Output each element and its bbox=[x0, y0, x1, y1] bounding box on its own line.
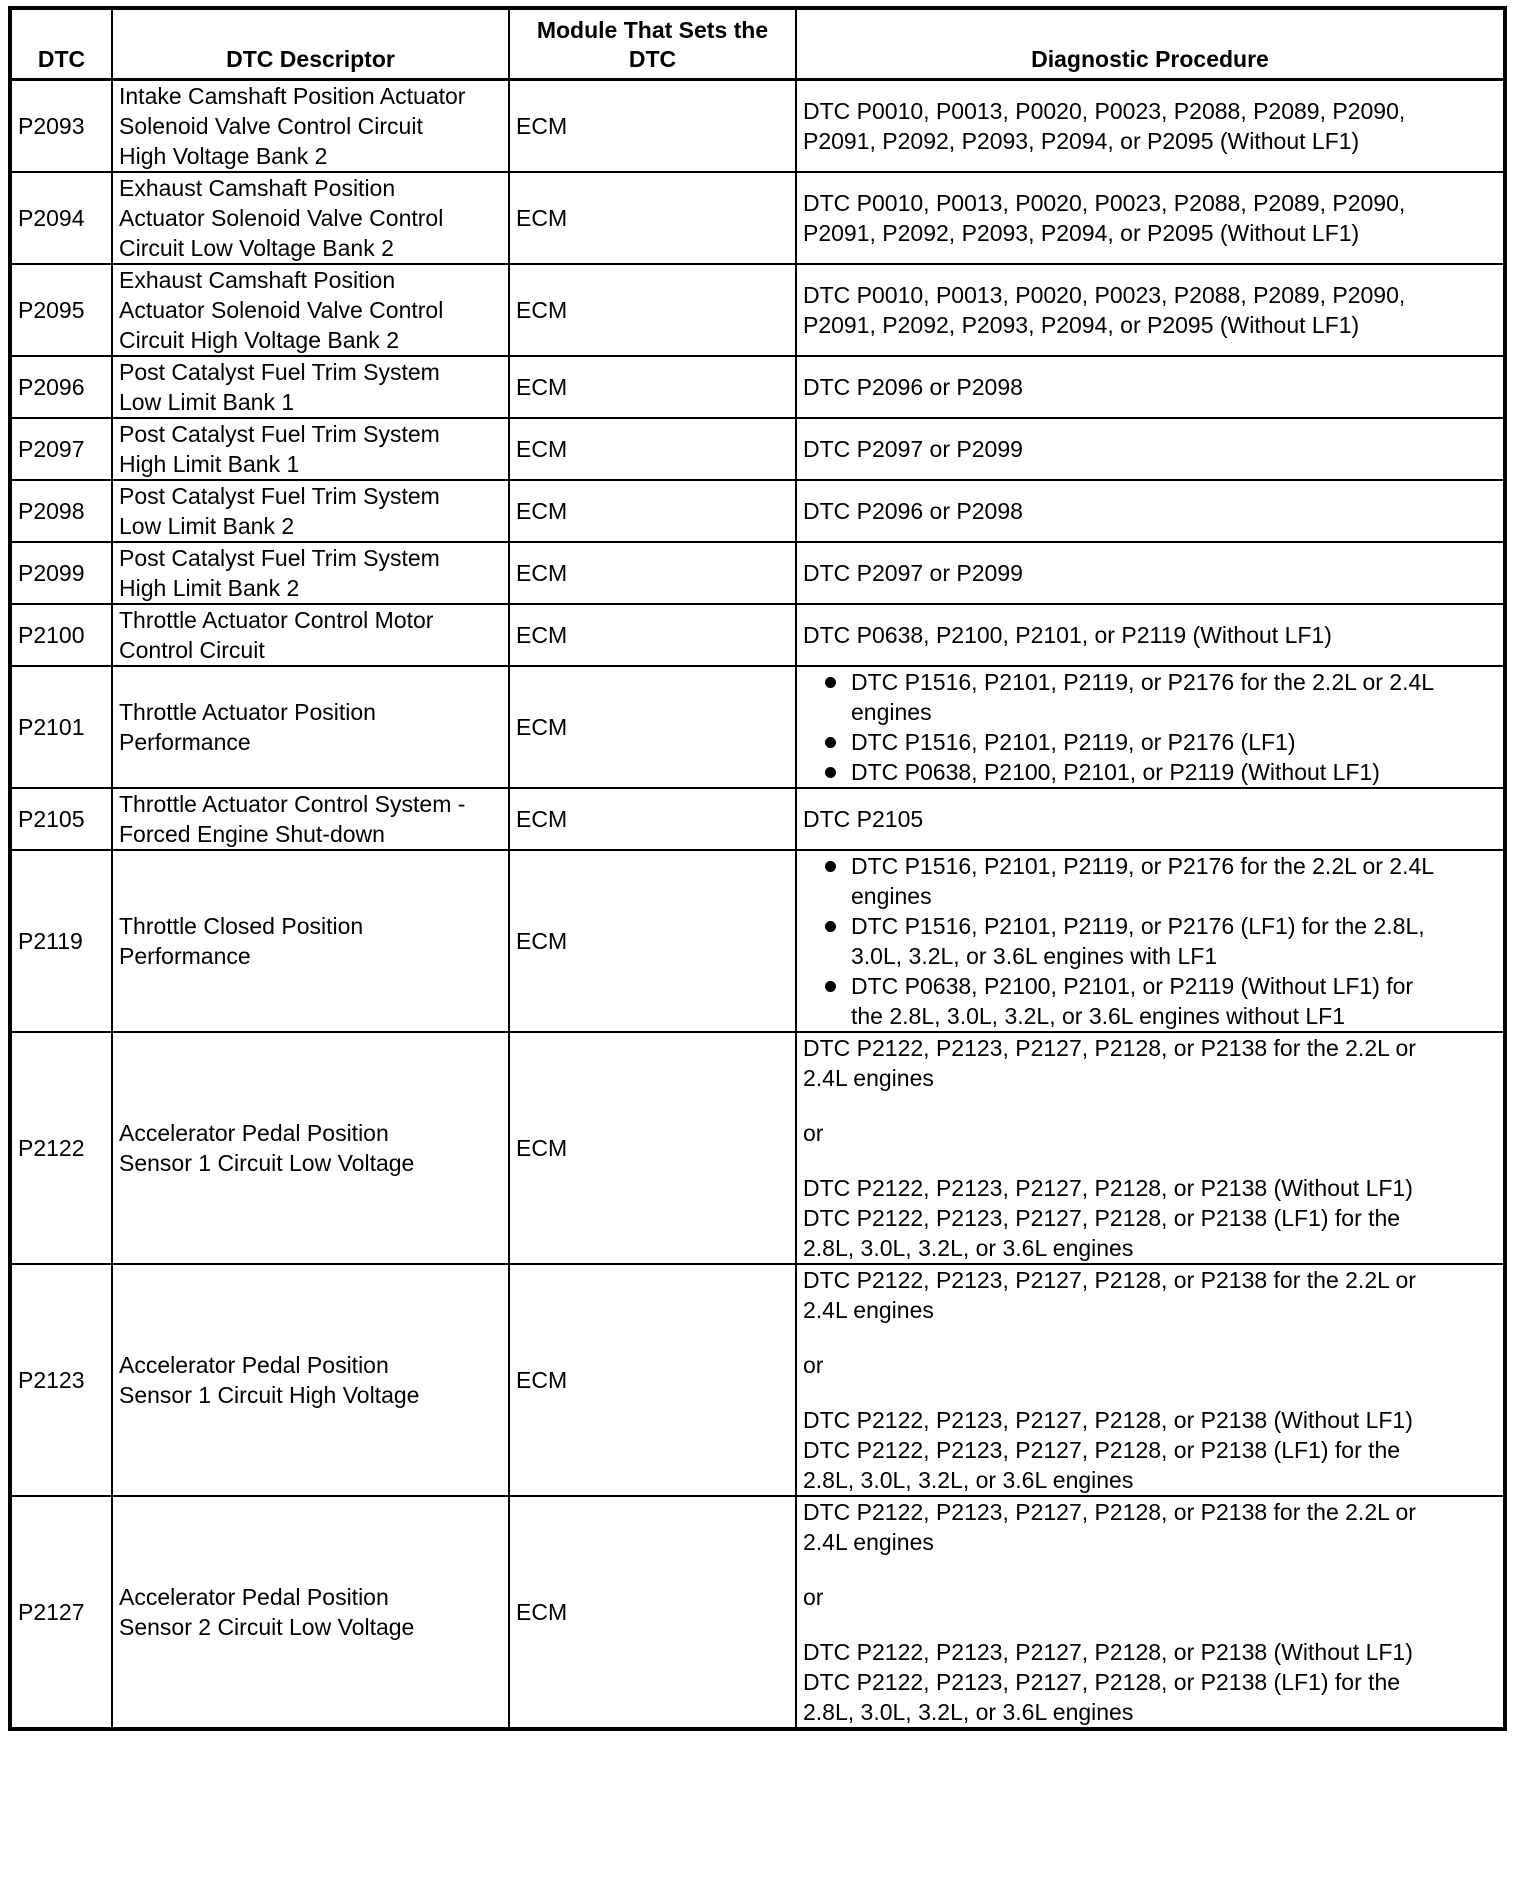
procedure-line: or bbox=[803, 1119, 824, 1146]
procedure-line: DTC P0638, P2100, P2101, or P2119 (Without LF1) for bbox=[851, 972, 1414, 999]
descriptor-line: Throttle Actuator Position bbox=[119, 698, 376, 725]
table-row bbox=[10, 79, 1505, 172]
bullet-icon bbox=[825, 737, 836, 748]
cell-module: ECM bbox=[509, 480, 796, 542]
bullet-icon bbox=[825, 767, 836, 778]
table-row bbox=[10, 356, 1505, 418]
descriptor-line: Post Catalyst Fuel Trim System bbox=[119, 544, 440, 571]
header-dtc: DTC bbox=[10, 8, 112, 79]
procedure-line: DTC P0010, P0013, P0020, P0023, P2088, P2089, P2090, bbox=[803, 189, 1406, 216]
procedure-bullet-item bbox=[825, 851, 1497, 911]
cell-dtc-code: P2101 bbox=[10, 666, 112, 788]
cell-descriptor bbox=[112, 666, 509, 788]
procedure-line: 2.4L engines bbox=[803, 1064, 934, 1091]
cell-procedure bbox=[796, 542, 1505, 604]
procedure-line: DTC P2122, P2123, P2127, P2128, or P2138 (LF1) for the bbox=[803, 1668, 1401, 1695]
procedure-line: 2.4L engines bbox=[803, 1528, 934, 1555]
descriptor-line: High Limit Bank 1 bbox=[119, 450, 300, 477]
cell-procedure bbox=[796, 172, 1505, 264]
cell-dtc-code: P2097 bbox=[10, 418, 112, 480]
procedure-line: DTC P0638, P2100, P2101, or P2119 (Without LF1) bbox=[803, 621, 1332, 648]
cell-module: ECM bbox=[509, 788, 796, 850]
table-body bbox=[10, 79, 1505, 1729]
bullet-icon bbox=[825, 921, 836, 932]
cell-descriptor bbox=[112, 788, 509, 850]
procedure-line: DTC P2122, P2123, P2127, P2128, or P2138 (Without LF1) bbox=[803, 1638, 1413, 1665]
procedure-bullet-list bbox=[803, 851, 1497, 1031]
cell-dtc-code: P2099 bbox=[10, 542, 112, 604]
procedure-line: DTC P2122, P2123, P2127, P2128, or P2138 (Without LF1) bbox=[803, 1406, 1413, 1433]
dtc-table bbox=[8, 6, 1507, 1731]
procedure-line: engines bbox=[851, 882, 932, 909]
cell-procedure bbox=[796, 480, 1505, 542]
cell-descriptor bbox=[112, 1032, 509, 1264]
procedure-line: 2.4L engines bbox=[803, 1296, 934, 1323]
cell-dtc-code: P2093 bbox=[10, 79, 112, 172]
cell-dtc-code: P2096 bbox=[10, 356, 112, 418]
descriptor-line: Accelerator Pedal Position bbox=[119, 1351, 389, 1378]
descriptor-line: Performance bbox=[119, 942, 251, 969]
procedure-line: DTC P2096 or P2098 bbox=[803, 373, 1023, 400]
table-row bbox=[10, 1496, 1505, 1729]
table-row bbox=[10, 666, 1505, 788]
procedure-line: DTC P2122, P2123, P2127, P2128, or P2138 for the 2.2L or bbox=[803, 1034, 1416, 1061]
procedure-line: 2.8L, 3.0L, 3.2L, or 3.6L engines bbox=[803, 1698, 1134, 1725]
descriptor-line: Actuator Solenoid Valve Control bbox=[119, 296, 444, 323]
cell-module: ECM bbox=[509, 356, 796, 418]
procedure-bullet-item bbox=[825, 667, 1497, 727]
descriptor-line: Low Limit Bank 1 bbox=[119, 388, 295, 415]
procedure-line: P2091, P2092, P2093, P2094, or P2095 (Without LF1) bbox=[803, 311, 1360, 338]
header-row bbox=[10, 8, 1505, 79]
descriptor-line: Sensor 1 Circuit Low Voltage bbox=[119, 1149, 415, 1176]
descriptor-line: Throttle Actuator Control System - bbox=[119, 790, 466, 817]
cell-dtc-code: P2105 bbox=[10, 788, 112, 850]
cell-procedure bbox=[796, 1032, 1505, 1264]
table-row bbox=[10, 788, 1505, 850]
procedure-line: DTC P0638, P2100, P2101, or P2119 (Without LF1) bbox=[851, 758, 1380, 785]
table-row bbox=[10, 1264, 1505, 1496]
cell-procedure bbox=[796, 788, 1505, 850]
cell-descriptor bbox=[112, 1496, 509, 1729]
procedure-line: engines bbox=[851, 698, 932, 725]
cell-module: ECM bbox=[509, 850, 796, 1032]
descriptor-line: Circuit High Voltage Bank 2 bbox=[119, 326, 399, 353]
procedure-line: 3.0L, 3.2L, or 3.6L engines with LF1 bbox=[851, 942, 1218, 969]
cell-descriptor bbox=[112, 850, 509, 1032]
cell-dtc-code: P2098 bbox=[10, 480, 112, 542]
bullet-icon bbox=[825, 861, 836, 872]
procedure-line: DTC P0010, P0013, P0020, P0023, P2088, P2089, P2090, bbox=[803, 97, 1406, 124]
procedure-spacer bbox=[803, 1093, 1497, 1118]
procedure-spacer bbox=[803, 1557, 1497, 1582]
procedure-line: DTC P2122, P2123, P2127, P2128, or P2138 for the 2.2L or bbox=[803, 1266, 1416, 1293]
cell-descriptor bbox=[112, 604, 509, 666]
procedure-line: DTC P2122, P2123, P2127, P2128, or P2138 (LF1) for the bbox=[803, 1204, 1401, 1231]
header-module bbox=[509, 8, 796, 79]
descriptor-line: Post Catalyst Fuel Trim System bbox=[119, 482, 440, 509]
cell-module: ECM bbox=[509, 172, 796, 264]
cell-descriptor bbox=[112, 1264, 509, 1496]
procedure-spacer bbox=[803, 1612, 1497, 1637]
descriptor-line: Accelerator Pedal Position bbox=[119, 1583, 389, 1610]
descriptor-line: Solenoid Valve Control Circuit bbox=[119, 112, 423, 139]
cell-procedure bbox=[796, 1264, 1505, 1496]
descriptor-line: Exhaust Camshaft Position bbox=[119, 174, 396, 201]
table-row bbox=[10, 604, 1505, 666]
cell-dtc-code: P2100 bbox=[10, 604, 112, 666]
procedure-spacer bbox=[803, 1380, 1497, 1405]
cell-module: ECM bbox=[509, 1264, 796, 1496]
descriptor-line: Actuator Solenoid Valve Control bbox=[119, 204, 444, 231]
cell-dtc-code: P2123 bbox=[10, 1264, 112, 1496]
descriptor-line: Exhaust Camshaft Position bbox=[119, 266, 396, 293]
cell-module: ECM bbox=[509, 604, 796, 666]
cell-descriptor bbox=[112, 264, 509, 356]
table-row bbox=[10, 1032, 1505, 1264]
bullet-icon bbox=[825, 677, 836, 688]
cell-module: ECM bbox=[509, 264, 796, 356]
cell-procedure bbox=[796, 79, 1505, 172]
cell-descriptor bbox=[112, 356, 509, 418]
procedure-bullet-item bbox=[825, 911, 1497, 971]
procedure-line: P2091, P2092, P2093, P2094, or P2095 (Without LF1) bbox=[803, 219, 1360, 246]
cell-procedure bbox=[796, 604, 1505, 666]
cell-procedure bbox=[796, 850, 1505, 1032]
cell-dtc-code: P2094 bbox=[10, 172, 112, 264]
procedure-line: DTC P2105 bbox=[803, 805, 924, 832]
descriptor-line: Throttle Actuator Control Motor bbox=[119, 606, 434, 633]
cell-dtc-code: P2122 bbox=[10, 1032, 112, 1264]
header-module-line: Module That Sets the bbox=[536, 16, 769, 43]
header-descriptor: DTC Descriptor bbox=[112, 8, 509, 79]
procedure-line: DTC P2122, P2123, P2127, P2128, or P2138 (LF1) for the bbox=[803, 1436, 1401, 1463]
procedure-line: the 2.8L, 3.0L, 3.2L, or 3.6L engines without LF1 bbox=[851, 1002, 1345, 1029]
procedure-line: DTC P2096 or P2098 bbox=[803, 497, 1023, 524]
procedure-line: or bbox=[803, 1583, 824, 1610]
cell-descriptor bbox=[112, 79, 509, 172]
table-row bbox=[10, 480, 1505, 542]
cell-descriptor bbox=[112, 542, 509, 604]
table-row bbox=[10, 172, 1505, 264]
procedure-line: DTC P1516, P2101, P2119, or P2176 (LF1) for the 2.8L, bbox=[851, 912, 1425, 939]
cell-module: ECM bbox=[509, 418, 796, 480]
descriptor-line: Sensor 2 Circuit Low Voltage bbox=[119, 1613, 415, 1640]
procedure-bullet-item bbox=[825, 727, 1497, 757]
cell-procedure bbox=[796, 1496, 1505, 1729]
descriptor-line: Performance bbox=[119, 728, 251, 755]
procedure-bullet-item bbox=[825, 757, 1497, 787]
procedure-line: DTC P1516, P2101, P2119, or P2176 (LF1) bbox=[851, 728, 1296, 755]
descriptor-line: Sensor 1 Circuit High Voltage bbox=[119, 1381, 420, 1408]
table-row bbox=[10, 542, 1505, 604]
cell-module: ECM bbox=[509, 542, 796, 604]
descriptor-line: Intake Camshaft Position Actuator bbox=[119, 82, 466, 109]
table-row bbox=[10, 418, 1505, 480]
descriptor-line: High Voltage Bank 2 bbox=[119, 142, 328, 169]
cell-descriptor bbox=[112, 418, 509, 480]
cell-procedure bbox=[796, 666, 1505, 788]
descriptor-line: Post Catalyst Fuel Trim System bbox=[119, 420, 440, 447]
cell-procedure bbox=[796, 418, 1505, 480]
cell-descriptor bbox=[112, 480, 509, 542]
procedure-line: P2091, P2092, P2093, P2094, or P2095 (Without LF1) bbox=[803, 127, 1360, 154]
procedure-bullet-item bbox=[825, 971, 1497, 1031]
procedure-line: DTC P2122, P2123, P2127, P2128, or P2138 (Without LF1) bbox=[803, 1174, 1413, 1201]
procedure-line: DTC P1516, P2101, P2119, or P2176 for the 2.2L or 2.4L bbox=[851, 852, 1435, 879]
cell-module: ECM bbox=[509, 1032, 796, 1264]
procedure-spacer bbox=[803, 1325, 1497, 1350]
procedure-line: DTC P2097 or P2099 bbox=[803, 559, 1023, 586]
procedure-line: 2.8L, 3.0L, 3.2L, or 3.6L engines bbox=[803, 1466, 1134, 1493]
descriptor-line: Forced Engine Shut-down bbox=[119, 820, 385, 847]
procedure-line: DTC P0010, P0013, P0020, P0023, P2088, P2089, P2090, bbox=[803, 281, 1406, 308]
cell-module: ECM bbox=[509, 1496, 796, 1729]
procedure-line: DTC P1516, P2101, P2119, or P2176 for the 2.2L or 2.4L bbox=[851, 668, 1435, 695]
cell-module: ECM bbox=[509, 666, 796, 788]
descriptor-line: Low Limit Bank 2 bbox=[119, 512, 295, 539]
cell-descriptor bbox=[112, 172, 509, 264]
descriptor-line: Post Catalyst Fuel Trim System bbox=[119, 358, 440, 385]
procedure-line: DTC P2122, P2123, P2127, P2128, or P2138 for the 2.2L or bbox=[803, 1498, 1416, 1525]
descriptor-line: Throttle Closed Position bbox=[119, 912, 364, 939]
header-module-line: DTC bbox=[628, 45, 677, 72]
descriptor-line: Control Circuit bbox=[119, 636, 265, 663]
cell-dtc-code: P2095 bbox=[10, 264, 112, 356]
descriptor-line: Circuit Low Voltage Bank 2 bbox=[119, 234, 394, 261]
cell-module: ECM bbox=[509, 79, 796, 172]
cell-procedure bbox=[796, 356, 1505, 418]
descriptor-line: High Limit Bank 2 bbox=[119, 574, 300, 601]
cell-dtc-code: P2127 bbox=[10, 1496, 112, 1729]
descriptor-line: Accelerator Pedal Position bbox=[119, 1119, 389, 1146]
procedure-spacer bbox=[803, 1148, 1497, 1173]
table-row bbox=[10, 264, 1505, 356]
procedure-line: DTC P2097 or P2099 bbox=[803, 435, 1023, 462]
table-row bbox=[10, 850, 1505, 1032]
procedure-bullet-list bbox=[803, 667, 1497, 787]
bullet-icon bbox=[825, 981, 836, 992]
cell-procedure bbox=[796, 264, 1505, 356]
procedure-line: 2.8L, 3.0L, 3.2L, or 3.6L engines bbox=[803, 1234, 1134, 1261]
cell-dtc-code: P2119 bbox=[10, 850, 112, 1032]
header-procedure: Diagnostic Procedure bbox=[796, 8, 1505, 79]
procedure-line: or bbox=[803, 1351, 824, 1378]
